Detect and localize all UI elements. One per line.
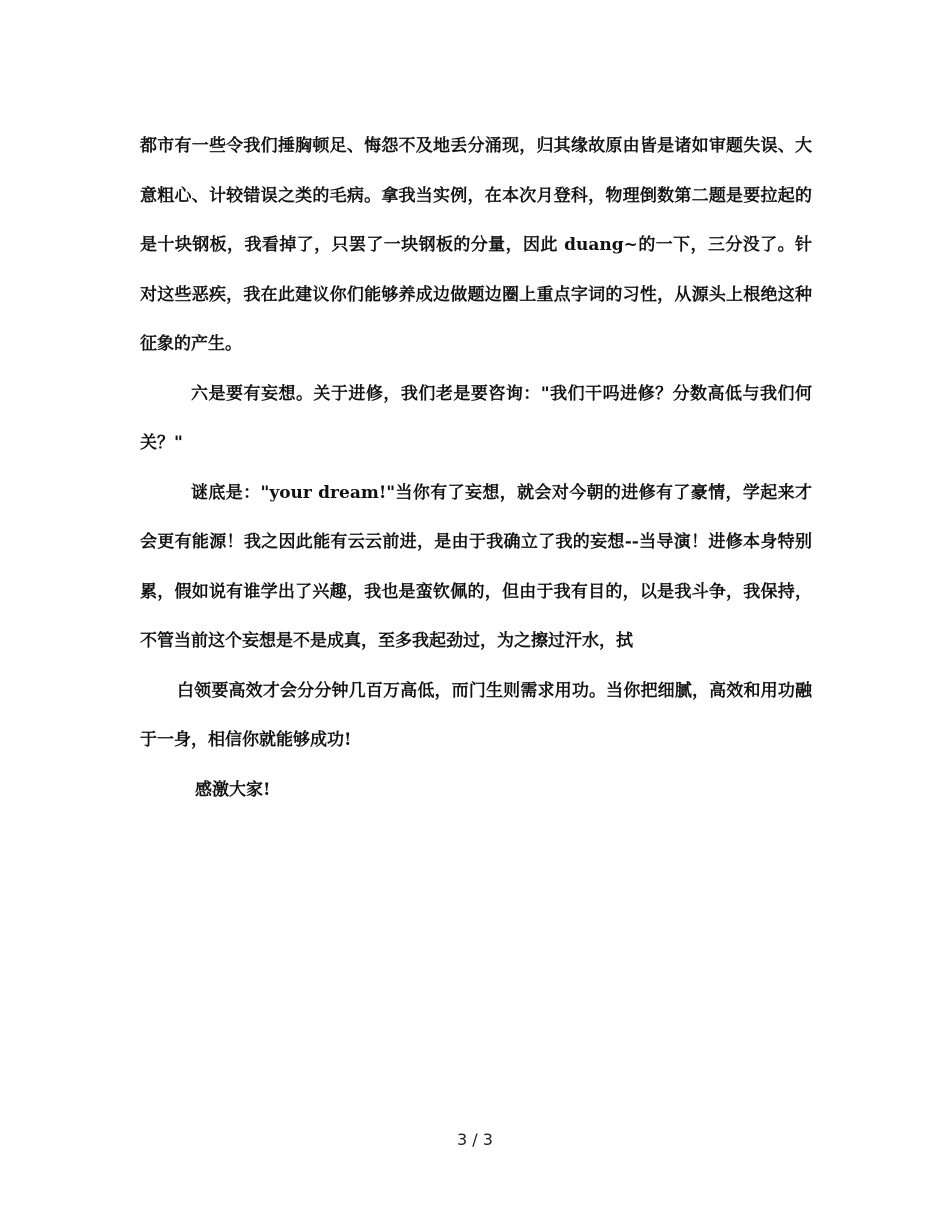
- paragraph-4: 白领要高效才会分分钟几百万高低，而门生则需求用功。当你把细腻，高效和用功融于一身，相信你就能够成功!: [140, 680, 812, 750]
- page-number: 3 / 3: [457, 1130, 493, 1149]
- paragraph-5: 感激大家!: [195, 779, 271, 800]
- paragraph-3: 谜底是："your dream!"当你有了妄想，就会对今朝的进修有了豪情，学起来才会更有能源！我之因此能有云云前进，是由于我确立了我的妄想--当导演！进修本身特别累，假如说有谁学出了兴趣，我也是蛮钦佩的，但由于我有目的，以是我斗争，我保持，不管当前这个妄想是不是成真，至多我起劲过，为之擦过汗水，拭: [140, 482, 812, 651]
- paragraph-2: 六是要有妄想。关于进修，我们老是要咨询："我们干吗进修？分数高低与我们何关？": [140, 383, 812, 453]
- paragraph-1: 都市有一些令我们捶胸顿足、悔怨不及地丢分涌现，归其缘故原由皆是诸如审题失误、大意粗心、计较错误之类的毛病。拿我当实例，在本次月登科，物理倒数第二题是要拉起的是十块钢板，我看掉了，只罢了一块钢板的分量，因此 duang~的一下，三分没了。针对这些恶疾，我在此建议你们能够养成边做题边圈上重点字词的习性，从源头上根绝这种征象的产生。: [140, 136, 812, 354]
- document-body: [140, 122, 812, 815]
